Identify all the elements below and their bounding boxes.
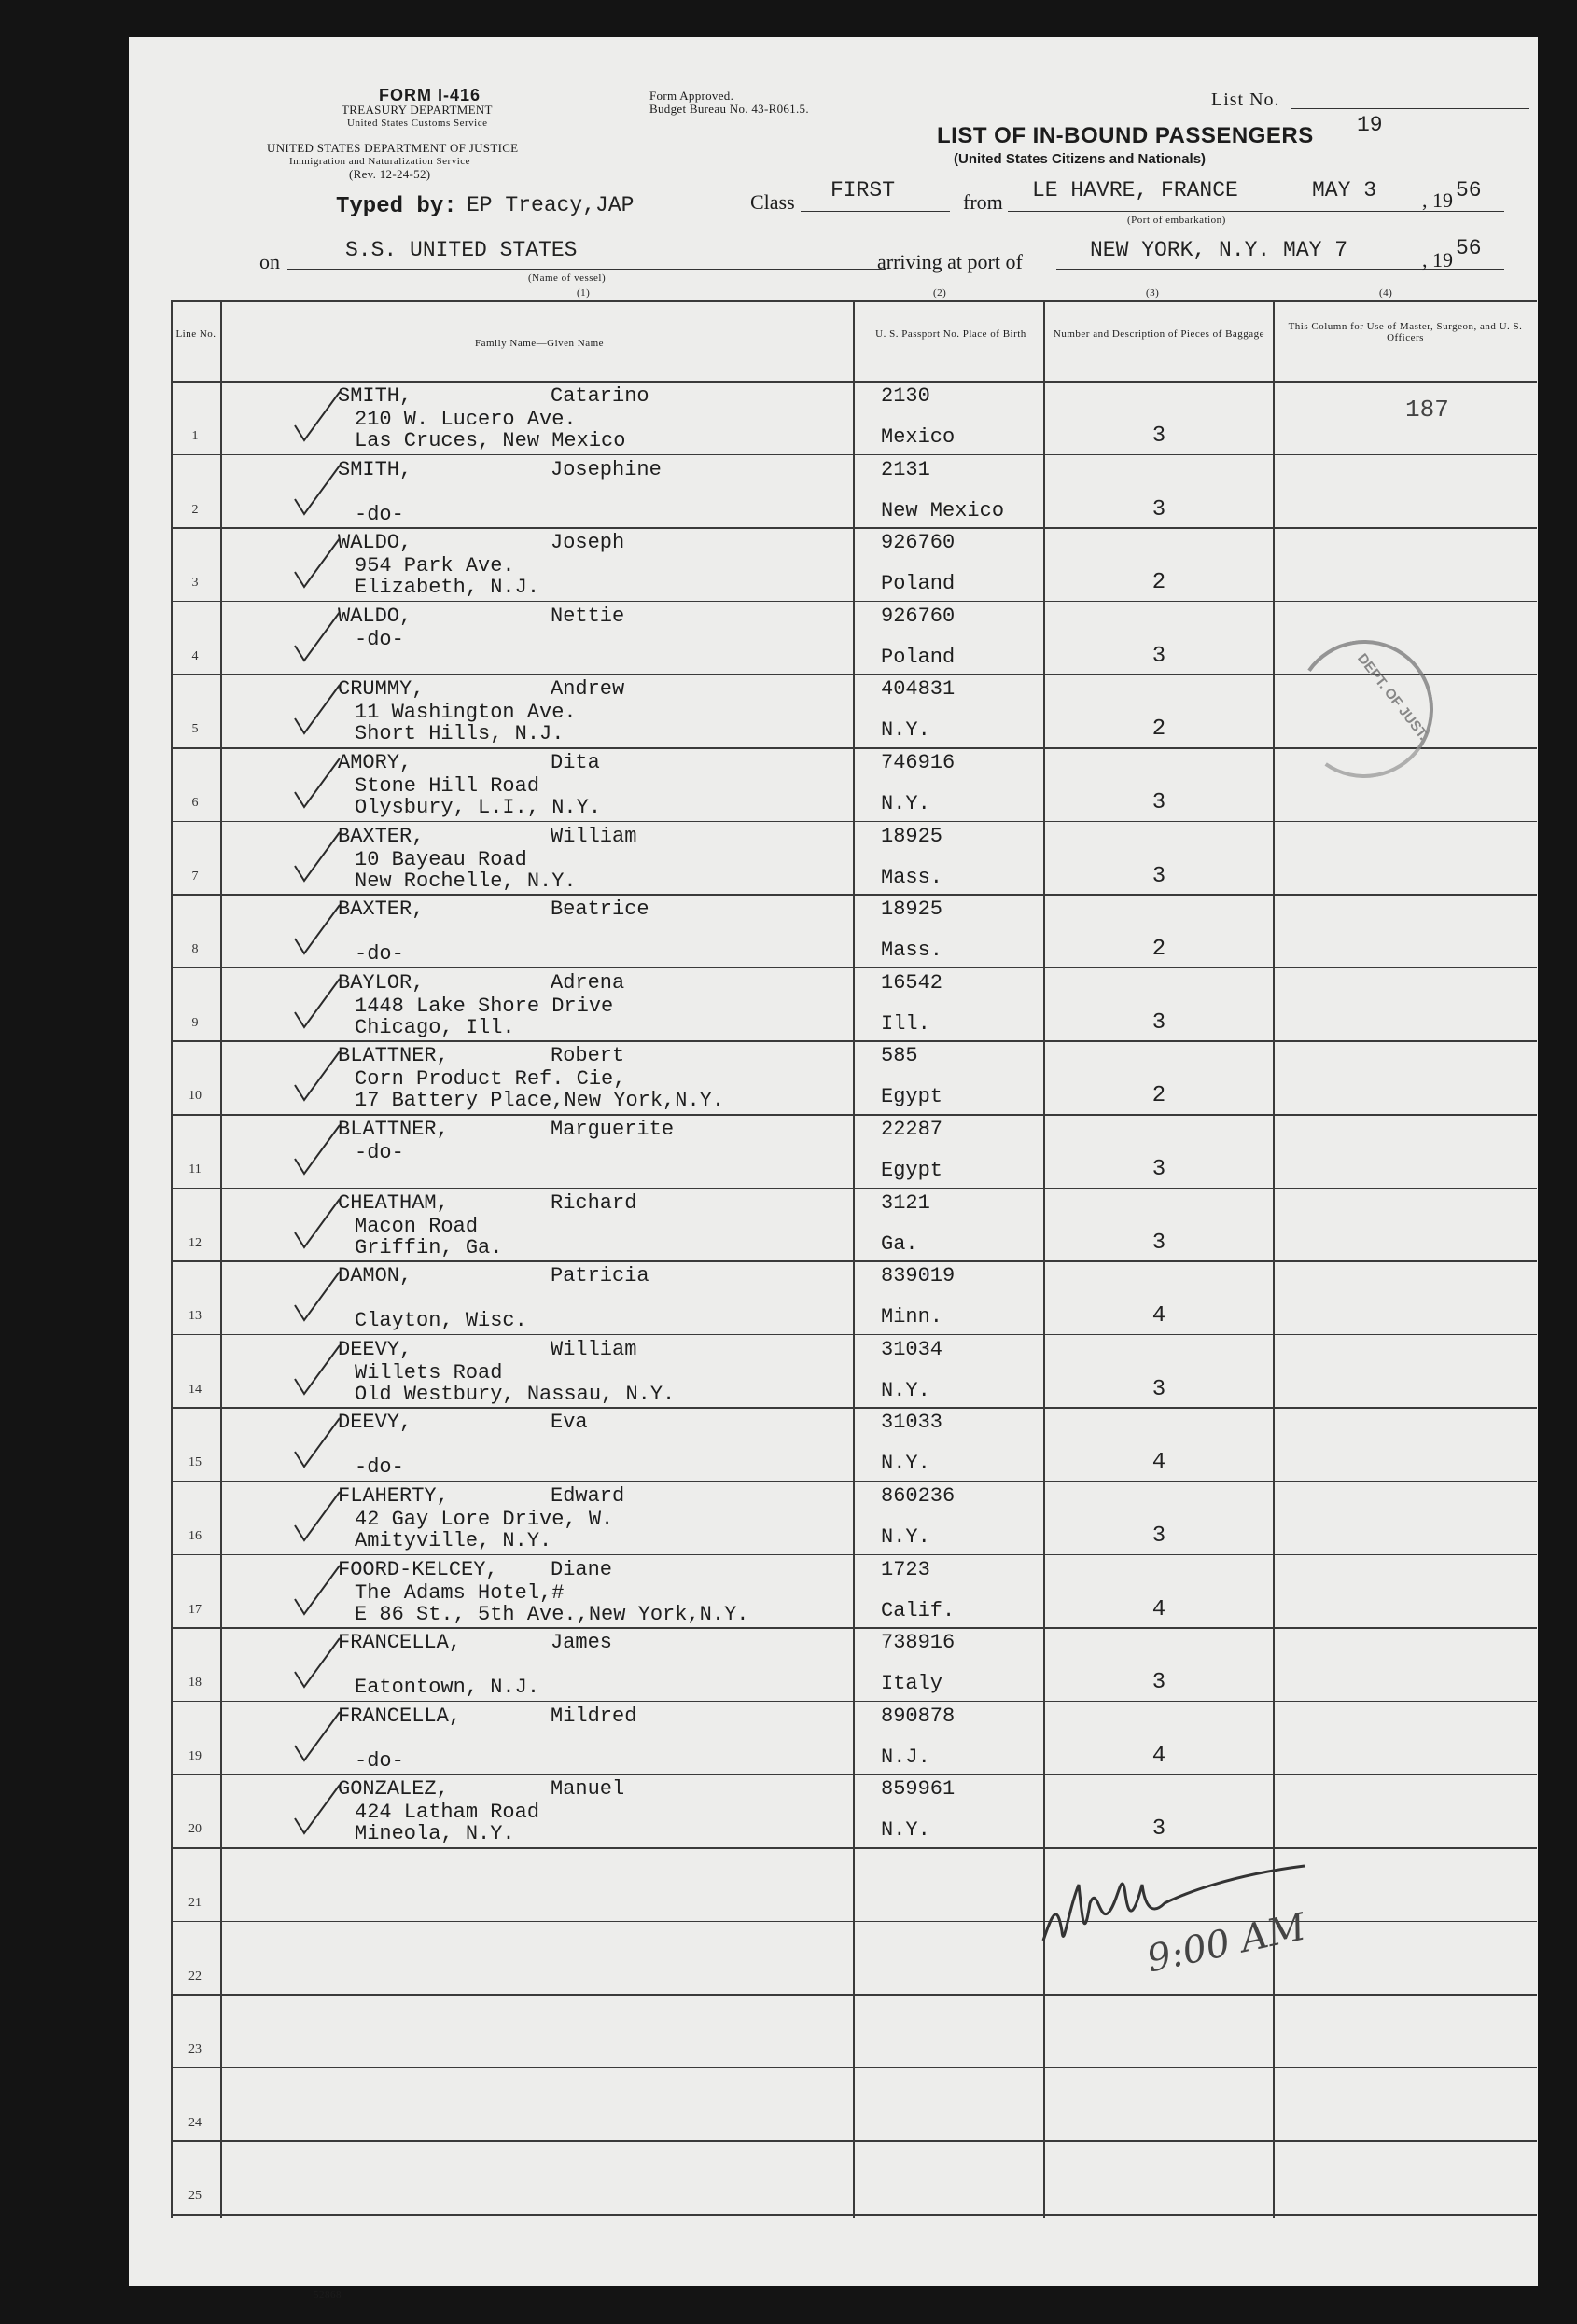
family-name: BAXTER, (338, 898, 425, 922)
footer-code: 52868 (314, 2289, 342, 2301)
col-divider-name (220, 300, 222, 2218)
row-divider (171, 1114, 1537, 1116)
family-name: BAXTER, (338, 824, 425, 848)
family-name: FRANCELLA, (338, 1704, 462, 1728)
list-no-underline (1291, 108, 1529, 109)
place-of-birth: N.Y. (881, 1525, 930, 1549)
on-label: on (259, 250, 280, 273)
line-number: 9 (191, 1015, 199, 1030)
family-name: GONZALEZ, (338, 1777, 449, 1802)
given-name: Andrew (551, 677, 625, 702)
document-subtitle: (United States Citizens and Nationals) (954, 151, 1207, 167)
address-line-2: Short Hills, N.J. (355, 722, 565, 746)
check-mark-icon (289, 1121, 345, 1177)
address-line-2: Las Cruces, New Mexico (355, 429, 626, 452)
given-name: Joseph (551, 531, 625, 555)
row-divider (171, 821, 1537, 823)
passport-number: 890878 (881, 1704, 956, 1728)
baggage-count: 4 (1151, 1743, 1166, 1769)
check-mark-icon (289, 1708, 345, 1764)
header-line-no: Line No. (175, 328, 216, 340)
row-divider (171, 1188, 1537, 1190)
place-of-birth: N.J. (881, 1745, 930, 1769)
check-mark-icon (289, 388, 345, 444)
check-mark-icon (289, 755, 345, 811)
passport-number: 18925 (881, 898, 943, 922)
row-divider (171, 1260, 1537, 1262)
passport-number: 926760 (881, 604, 956, 628)
place-of-birth: Ill. (881, 1011, 930, 1036)
from-label: from (963, 190, 1003, 214)
address-line-2: Clayton, Wisc. (355, 1309, 527, 1333)
line-number: 20 (188, 1822, 202, 1837)
address-line-2: 17 Battery Place,New York,N.Y. (355, 1089, 725, 1113)
line-number: 1 (191, 429, 199, 443)
from-value: LE HAVRE, FRANCE (1032, 178, 1238, 202)
baggage-count: 3 (1151, 496, 1166, 522)
passport-number: 585 (881, 1044, 918, 1068)
passport-number: 3121 (881, 1190, 930, 1215)
given-name: James (551, 1631, 613, 1655)
check-mark-icon (289, 681, 345, 737)
passport-number: 859961 (881, 1777, 956, 1802)
address-line-2: Mineola, N.Y. (355, 1822, 515, 1846)
address-line-2: Old Westbury, Nassau, N.Y. (355, 1382, 676, 1406)
baggage-count: 3 (1151, 1670, 1166, 1696)
line-number: 23 (188, 2042, 202, 2057)
family-name: DEEVY, (338, 1411, 412, 1435)
list-no-label: List No. (1211, 90, 1280, 110)
address-line-2: Olysbury, L.I., N.Y. (355, 796, 602, 819)
baggage-count: 3 (1151, 790, 1166, 815)
class-value: FIRST (830, 178, 896, 202)
place-of-birth: N.Y. (881, 1378, 930, 1402)
col-num-4: (4) (1379, 287, 1393, 299)
row-divider (171, 1334, 1537, 1336)
row-divider (171, 1481, 1537, 1482)
address-line-2: E 86 St., 5th Ave.,New York,N.Y. (355, 1602, 749, 1626)
given-name: Eva (551, 1411, 588, 1435)
place-of-birth: Egypt (881, 1159, 943, 1182)
address-line-2: -do- (355, 502, 404, 526)
check-mark-icon (289, 1488, 345, 1544)
line-number: 11 (188, 1162, 202, 1176)
baggage-count: 4 (1151, 1450, 1166, 1476)
header-name: Family Name—Given Name (474, 338, 605, 349)
form-approved: Form Approved. (649, 89, 734, 103)
baggage-count: 3 (1151, 1524, 1166, 1549)
baggage-count: 4 (1151, 1303, 1166, 1329)
row-divider (171, 454, 1537, 456)
revision-date: (Rev. 12-24-52) (349, 167, 431, 181)
line-number: 12 (188, 1235, 202, 1250)
port-embarkation-label: (Port of embarkation) (1127, 215, 1226, 226)
document-title: LIST OF IN-BOUND PASSENGERS (937, 123, 1314, 148)
address-line-1: 954 Park Ave. (355, 554, 515, 578)
row-divider (171, 601, 1537, 603)
address-line-2: Chicago, Ill. (355, 1015, 515, 1039)
list-number: 19 (1357, 113, 1383, 137)
family-name: FLAHERTY, (338, 1484, 449, 1508)
place-of-birth: Ga. (881, 1232, 918, 1256)
address-line-2: Elizabeth, N.J. (355, 576, 540, 600)
check-mark-icon (289, 1781, 345, 1837)
line-number: 16 (188, 1529, 202, 1543)
budget-bureau: Budget Bureau No. 43-R061.5. (649, 102, 809, 116)
baggage-count: 2 (1151, 937, 1166, 963)
line-number: 7 (191, 869, 199, 884)
family-name: AMORY, (338, 751, 412, 774)
address-line-2: -do- (355, 942, 404, 967)
form-number: FORM I-416 (379, 86, 481, 104)
given-name: William (551, 1337, 637, 1361)
year-suffix: 56 (1456, 178, 1482, 202)
line-number: 21 (188, 1896, 202, 1910)
row-divider (171, 967, 1537, 969)
family-name: CRUMMY, (338, 677, 425, 702)
place-of-birth: Mexico (881, 425, 956, 449)
row-divider (171, 894, 1537, 896)
place-of-birth: N.Y. (881, 718, 930, 743)
family-name: SMITH, (338, 457, 412, 481)
place-of-birth: Mass. (881, 865, 943, 889)
line-number: 2 (191, 502, 199, 517)
address-line-1: 42 Gay Lore Drive, W. (355, 1508, 614, 1531)
baggage-count: 3 (1151, 1376, 1166, 1402)
family-name: BLATTNER, (338, 1118, 449, 1141)
place-of-birth: N.Y. (881, 1452, 930, 1476)
vessel-underline (287, 269, 886, 270)
line-number: 10 (188, 1089, 202, 1104)
family-name: BLATTNER, (338, 1044, 449, 1068)
place-of-birth: Poland (881, 645, 956, 669)
check-mark-icon (289, 828, 345, 884)
customs-service: United States Customs Service (347, 118, 488, 129)
arriving-label: arriving at port of (877, 250, 1023, 273)
address-line-1: Willets Road (355, 1360, 503, 1385)
row-divider (171, 1554, 1537, 1556)
line-number: 3 (191, 576, 199, 591)
baggage-count: 3 (1151, 863, 1166, 889)
given-name: Nettie (551, 604, 625, 628)
arrival-year-prefix-text: 19 (1432, 248, 1453, 271)
arrival-year-prefix: , 19 (1422, 248, 1453, 271)
row-divider (171, 1994, 1537, 1996)
line-number: 5 (191, 722, 199, 737)
check-mark-icon (289, 1414, 345, 1470)
baggage-count: 2 (1151, 570, 1166, 596)
justice-department: UNITED STATES DEPARTMENT OF JUSTICE (267, 141, 519, 155)
baggage-count: 3 (1151, 1230, 1166, 1256)
address-line-1: 210 W. Lucero Ave. (355, 408, 577, 431)
passport-number: 738916 (881, 1631, 956, 1655)
place-of-birth: Egypt (881, 1085, 943, 1109)
passport-number: 746916 (881, 751, 956, 774)
given-name: Mildred (551, 1704, 637, 1728)
arriving-value: NEW YORK, N.Y. MAY 7 (1090, 238, 1348, 262)
baggage-count: 2 (1151, 1083, 1166, 1109)
document-sheet (129, 37, 1538, 2301)
year-prefix-text: 19 (1432, 188, 1453, 212)
row-divider (171, 1774, 1537, 1775)
address-line-1: Corn Product Ref. Cie, (355, 1067, 626, 1092)
family-name: BAYLOR, (338, 970, 425, 995)
passport-number: 860236 (881, 1484, 956, 1508)
line-number: 4 (191, 648, 199, 663)
line-number: 24 (188, 2115, 202, 2130)
family-name: WALDO, (338, 604, 412, 628)
family-name: CHEATHAM, (338, 1190, 449, 1215)
address-line-2: Griffin, Ga. (355, 1235, 503, 1259)
check-mark-icon (289, 608, 345, 664)
check-mark-icon (289, 1048, 345, 1104)
given-name: Patricia (551, 1264, 649, 1288)
given-name: Edward (551, 1484, 625, 1508)
check-mark-icon (289, 462, 345, 518)
line-number: 17 (188, 1602, 202, 1617)
passport-number: 31034 (881, 1337, 943, 1361)
row-divider (171, 1627, 1537, 1629)
baggage-count: 3 (1151, 1157, 1166, 1182)
passport-number: 926760 (881, 531, 956, 555)
given-name: Robert (551, 1044, 625, 1068)
typed-by-value: EP Treacy,JAP (467, 193, 635, 217)
line-number: 19 (188, 1748, 202, 1763)
passport-number: 18925 (881, 824, 943, 848)
line-number: 6 (191, 796, 199, 810)
class-label: Class (750, 190, 795, 214)
line-number: 18 (188, 1676, 202, 1691)
line-number: 8 (191, 942, 199, 957)
family-name: DEEVY, (338, 1337, 412, 1361)
doj-stamp-text: DEPT. OF JUST. (1354, 650, 1431, 744)
check-mark-icon (289, 901, 345, 957)
address-line-1: 1448 Lake Shore Drive (355, 994, 614, 1018)
line-number: 14 (188, 1382, 202, 1397)
given-name: Adrena (551, 970, 625, 995)
check-mark-icon (289, 1342, 345, 1398)
check-mark-icon (289, 1635, 345, 1691)
given-name: Catarino (551, 384, 649, 408)
family-name: FOORD-KELCEY, (338, 1557, 498, 1581)
given-name: Beatrice (551, 898, 649, 922)
address-line-2: Amityville, N.Y. (355, 1529, 552, 1552)
typed-by-label: Typed by: (336, 194, 457, 219)
given-name: Dita (551, 751, 600, 774)
passport-number: 31033 (881, 1411, 943, 1435)
address-line-1: 424 Latham Road (355, 1801, 540, 1825)
treasury-department: TREASURY DEPARTMENT (342, 103, 493, 117)
officer-note: 187 (1405, 396, 1449, 424)
col-num-1: (1) (577, 287, 591, 299)
arrival-year-suffix: 56 (1456, 236, 1482, 260)
row-divider (171, 2140, 1537, 2142)
address-line-2: Eatontown, N.J. (355, 1676, 540, 1700)
check-mark-icon (289, 1195, 345, 1251)
passport-number: 839019 (881, 1264, 956, 1288)
given-name: Diane (551, 1557, 613, 1581)
family-name: SMITH, (338, 384, 412, 408)
line-number: 15 (188, 1455, 202, 1470)
row-divider (171, 1701, 1537, 1703)
place-of-birth: New Mexico (881, 498, 1005, 522)
check-mark-icon (289, 535, 345, 591)
row-divider (171, 1921, 1537, 1923)
place-of-birth: Poland (881, 572, 956, 596)
address-line-1: Stone Hill Road (355, 774, 540, 798)
family-name: WALDO, (338, 531, 412, 555)
from-date: MAY 3 (1312, 178, 1377, 202)
passport-number: 2130 (881, 384, 930, 408)
col-num-3: (3) (1146, 287, 1160, 299)
place-of-birth: N.Y. (881, 1818, 930, 1843)
row-divider (171, 1407, 1537, 1409)
place-of-birth: Minn. (881, 1305, 943, 1329)
address-line-2: -do- (355, 1455, 404, 1480)
baggage-count: 3 (1151, 1816, 1166, 1843)
baggage-count: 4 (1151, 1596, 1166, 1622)
row-divider (171, 527, 1537, 529)
given-name: Manuel (551, 1777, 625, 1802)
row-divider (171, 1847, 1537, 1849)
baggage-count: 3 (1151, 1009, 1166, 1036)
line-number: 25 (188, 2189, 202, 2204)
place-of-birth: Italy (881, 1672, 943, 1696)
place-of-birth: N.Y. (881, 792, 930, 815)
ins-label: Immigration and Naturalization Service (289, 156, 471, 167)
passport-number: 16542 (881, 970, 943, 995)
check-mark-icon (289, 1562, 345, 1618)
given-name: William (551, 824, 637, 848)
address-line-2: -do- (355, 1748, 404, 1773)
signature-time: 9:00 AM (1143, 1905, 1310, 1982)
passport-number: 404831 (881, 677, 956, 702)
family-name: FRANCELLA, (338, 1631, 462, 1655)
family-name: DAMON, (338, 1264, 412, 1288)
address-line-1: 10 Bayeau Road (355, 847, 527, 871)
check-mark-icon (289, 1268, 345, 1324)
class-underline (801, 211, 950, 212)
given-name: Josephine (551, 457, 662, 481)
col-divider-passport (853, 300, 855, 2218)
year-prefix: , 19 (1422, 188, 1453, 212)
vessel-name: S.S. UNITED STATES (345, 238, 578, 262)
passport-number: 22287 (881, 1118, 943, 1141)
line-number: 13 (188, 1309, 202, 1324)
address-line-1: -do- (355, 1141, 404, 1164)
row-divider (171, 1040, 1537, 1042)
given-name: Richard (551, 1190, 637, 1215)
header-baggage: Number and Description of Pieces of Baggage (1053, 328, 1265, 340)
doj-stamp (1284, 629, 1444, 788)
given-name: Marguerite (551, 1118, 675, 1141)
baggage-count: 2 (1151, 717, 1166, 743)
table-left-border (171, 300, 173, 2218)
col-num-2: (2) (933, 287, 947, 299)
address-line-1: -do- (355, 627, 404, 651)
check-mark-icon (289, 975, 345, 1031)
address-line-2: New Rochelle, N.Y. (355, 869, 577, 893)
passport-number: 1723 (881, 1557, 930, 1581)
passport-number: 2131 (881, 457, 930, 481)
address-line-1: 11 Washington Ave. (355, 701, 577, 725)
vessel-caption: (Name of vessel) (528, 272, 607, 284)
place-of-birth: Calif. (881, 1598, 956, 1622)
table-bottom-border (171, 2214, 1537, 2216)
address-line-1: The Adams Hotel,# (355, 1580, 565, 1605)
address-line-1: Macon Road (355, 1214, 479, 1238)
header-officers: This Column for Use of Master, Surgeon, and U. S. Officers (1288, 321, 1523, 343)
baggage-count: 3 (1151, 643, 1166, 669)
place-of-birth: Mass. (881, 939, 943, 963)
baggage-count: 3 (1151, 424, 1166, 449)
row-divider (171, 2067, 1537, 2069)
header-passport: U. S. Passport No. Place of Birth (875, 328, 1026, 340)
line-number: 22 (188, 1969, 202, 1983)
